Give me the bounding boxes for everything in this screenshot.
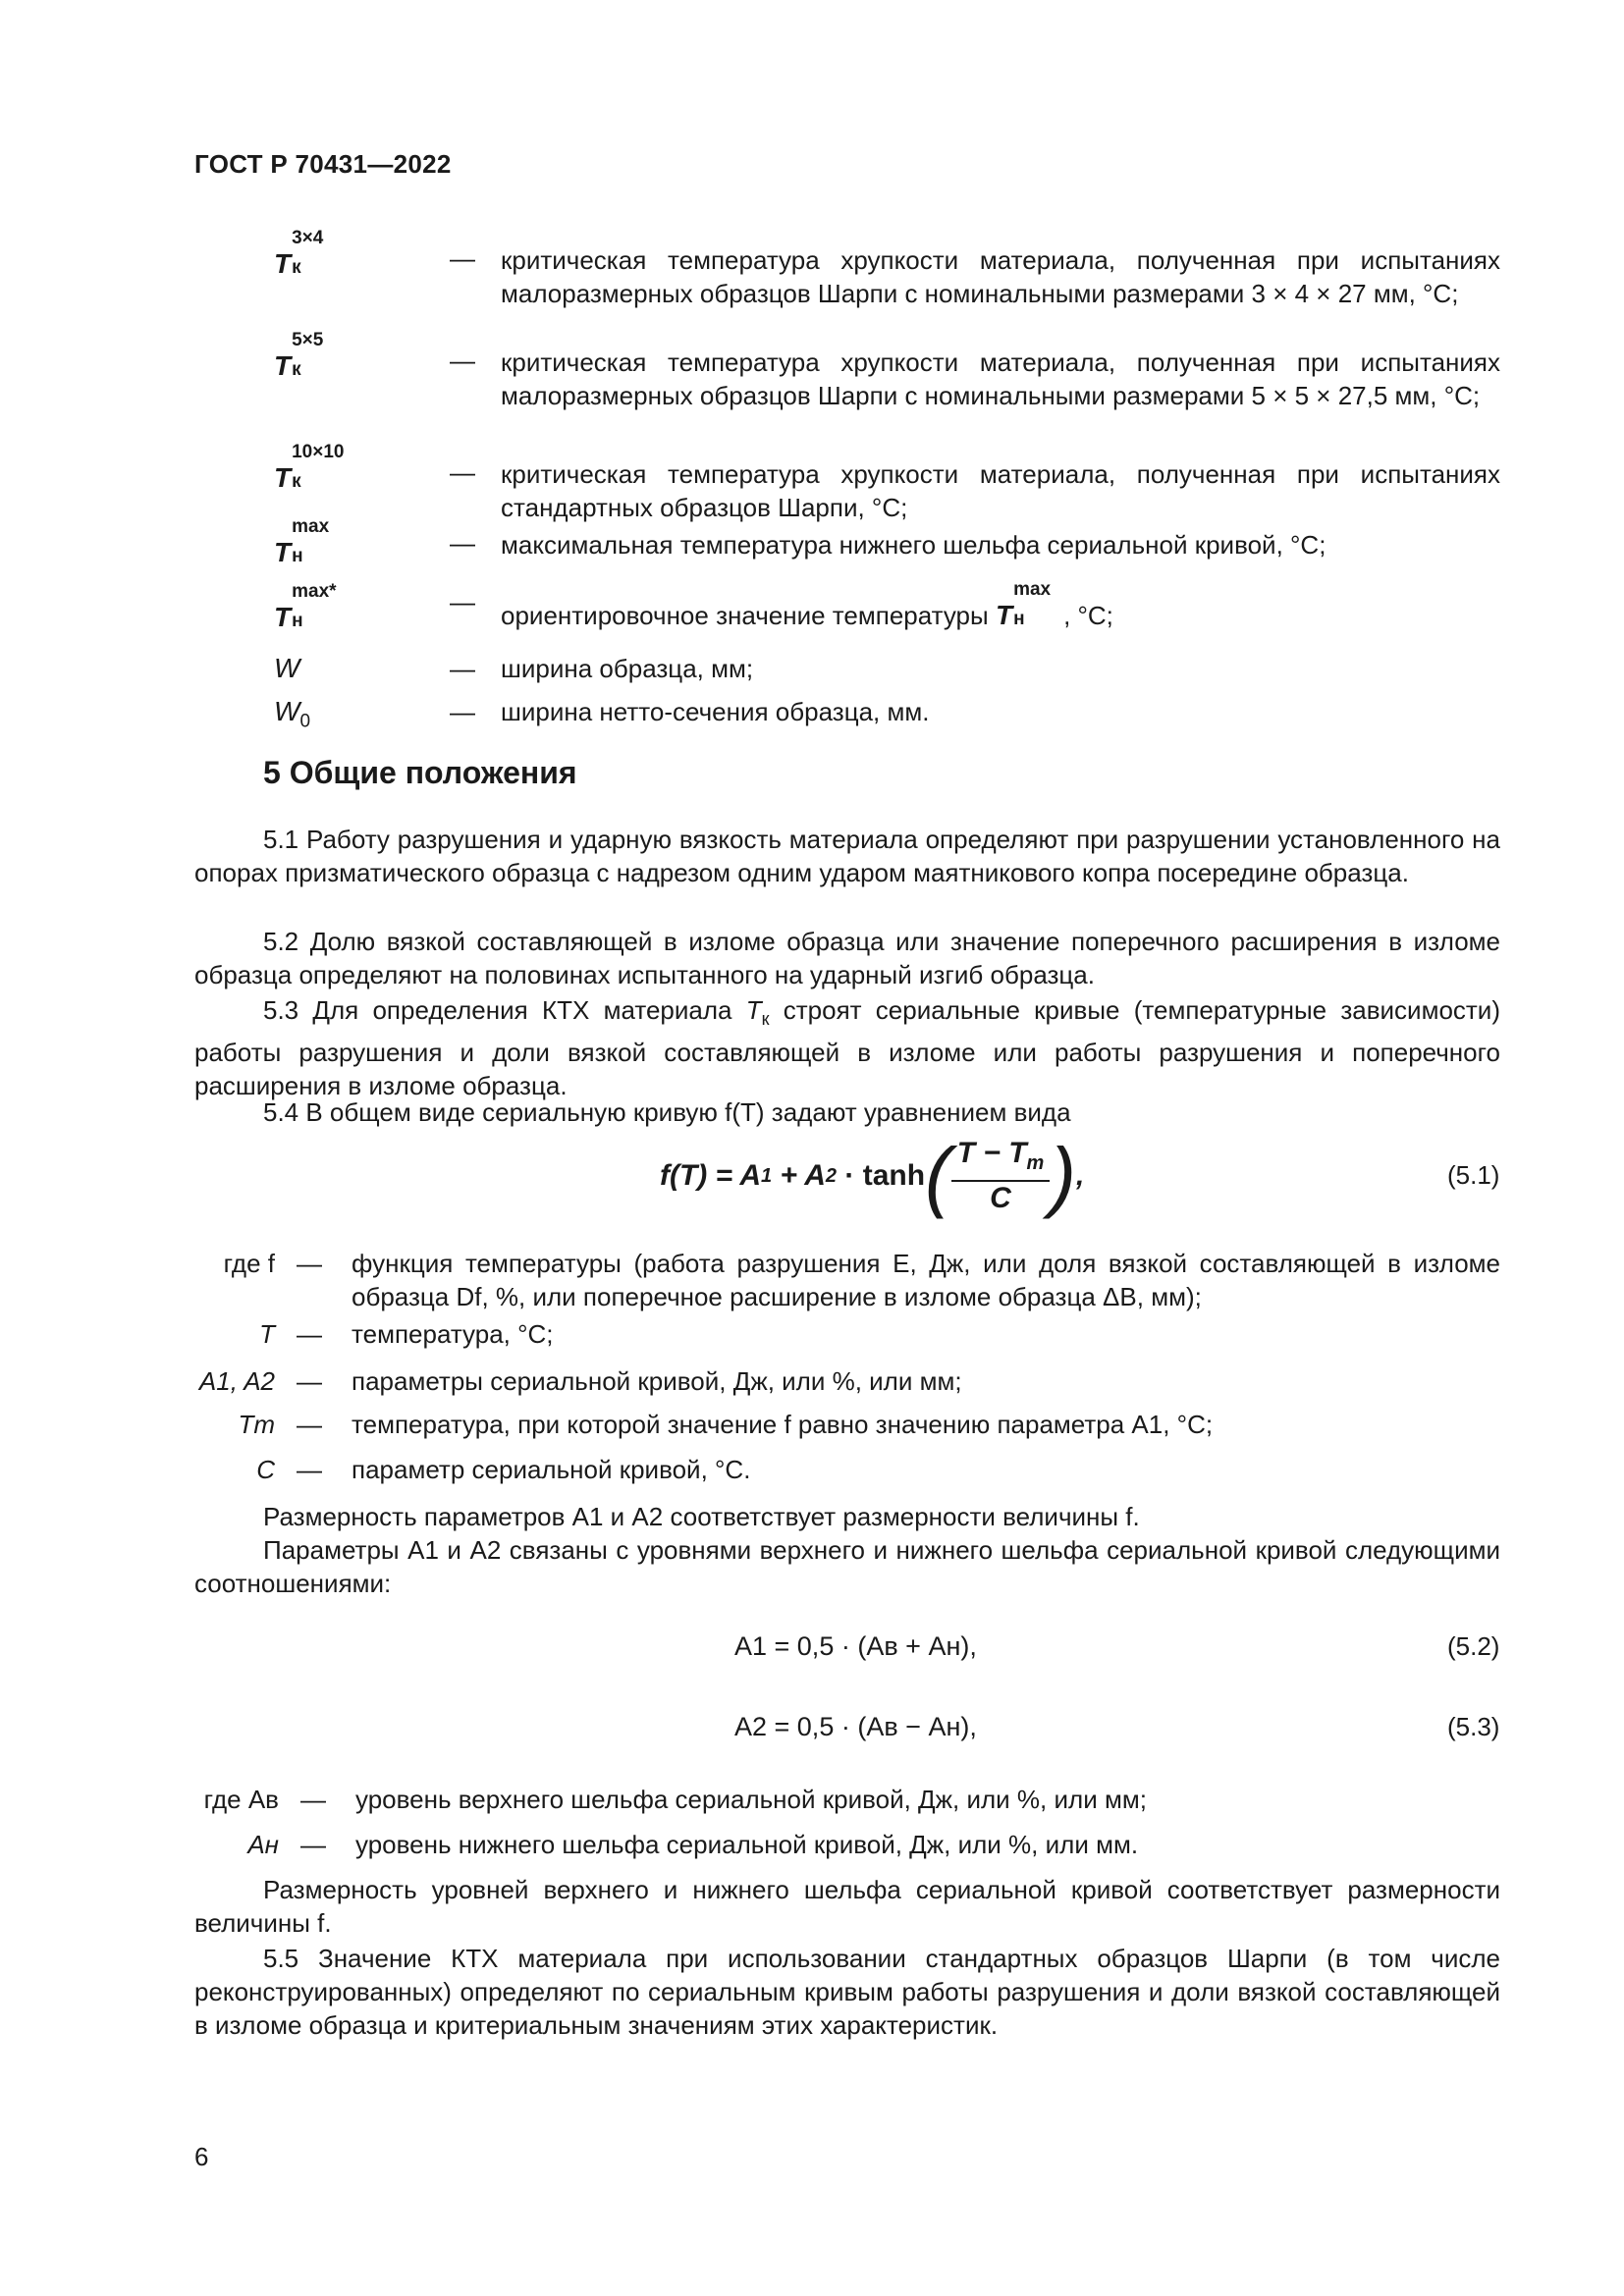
where-label-an: Aн [247,1830,279,1859]
document-header: ГОСТ Р 70431—2022 [194,149,452,179]
equation-5-2: A1 = 0,5 · (Aв + Aн), [734,1631,977,1661]
paragraph-5-3: 5.3 Для определения КТХ материала $T_к$ строят сериальные кривые (температурные зависимости) работы разрушения и доли вязкой составляющей в изломе или работы разрушения и поперечного расширения в изломе образца. [194,995,1500,1101]
where-label-c: C [256,1455,275,1484]
paragraph-5-4: 5.4 В общем виде сериальную кривую f(T) задают уравнением вида [263,1097,1071,1127]
dash: — [450,457,475,487]
dash: — [297,1319,322,1349]
paragraph-dimension-levels: Размерность уровней верхнего и нижнего шельфа сериальной кривой соответствует размерности величины f. [194,1875,1500,1938]
where-label-t: T [259,1319,275,1349]
dash: — [297,1455,322,1484]
where-def-c: параметр сериальной кривой, °С. [352,1455,751,1484]
dash: — [450,346,475,375]
symbol-tk-3x4: T 3×4 к [274,228,324,279]
dash: — [297,1366,322,1396]
where-label-av: где Aв [203,1785,279,1814]
definition-w: ширина образца, мм; [501,654,754,683]
definition-tk-3x4: критическая температура хрупкости материала, полученная при испытаниях малоразмерных образцов Шарпи с номинальными размерами 3 × 4 × 27 мм, °С; [501,245,1500,308]
where-def-t: температура, °С; [352,1319,554,1349]
dash: — [450,243,475,273]
dash: — [300,1785,326,1814]
dash: — [300,1830,326,1859]
dash: — [450,654,475,683]
paragraph-5-5: 5.5 Значение КТХ материала при использовании стандартных образцов Шарпи (в том числе реконструированных) определяют по сериальным кривым работы разрушения и доли вязкой составляющей в изломе образца и критериальным значениям этих характеристик. [194,1944,1500,2040]
equation-number-5-3: (5.3) [1447,1712,1500,1741]
where-def-tm: температура, при которой значение f равно значению параметра A1, °С; [352,1410,1214,1439]
symbol-w0: $W_0$ [274,696,311,732]
dash: — [297,1249,322,1278]
symbol-tn-max-star: T max* н [274,581,337,632]
where-label-tm: Tm [238,1410,275,1439]
equation-5-3: A2 = 0,5 · (Aв − Aн), [734,1712,977,1741]
symbol-w: W [274,653,300,683]
dash: — [450,697,475,726]
equation-5-1: f(T) = A1 + A2 · tanh( $\frac{T - T_m}{C}$ ), [660,1132,1085,1219]
where-label-f: где f [223,1249,275,1278]
section-title: 5 Общие положения [263,755,577,790]
where-def-a1-a2: параметры сериальной кривой, Дж, или %, или мм; [352,1366,962,1396]
paragraph-params-relation: Параметры A1 и A2 связаны с уровнями верхнего и нижнего шельфа сериальной кривой следующими соотношениями: [194,1535,1500,1598]
definition-tk-5x5: критическая температура хрупкости материала, полученная при испытаниях малоразмерных образцов Шарпи с номинальными размерами 5 × 5 × 27,5 мм, °С; [501,347,1500,410]
where-label-a1-a2: A1, A2 [198,1366,275,1396]
equation-number-5-1: (5.1) [1447,1160,1500,1190]
symbol-tk-5x5: T 5×5 к [274,330,324,381]
definition-w0: ширина нетто-сечения образца, мм. [501,697,930,726]
where-def-av: уровень верхнего шельфа сериальной кривой, Дж, или %, или мм; [355,1785,1147,1814]
definition-tn-max-star: ориентировочное значение температуры T max н , °С; [501,579,1113,630]
paragraph-5-2: 5.2 Долю вязкой составляющей в изломе образца или значение поперечного расширения в изломе образца определяют на половинах испытанного на ударный изгиб образца. [194,927,1500,989]
paragraph-dimension-params: Размерность параметров A1 и A2 соответствует размерности величины f. [263,1502,1140,1531]
dash: — [450,528,475,558]
page-number: 6 [194,2142,209,2171]
where-def-f: функция температуры (работа разрушения E, Дж, или доля вязкой составляющей в изломе образца Df, %, или поперечное расширение в изломе образца ΔB, мм); [352,1249,1500,1311]
symbol-tn-max: T max н [274,516,330,567]
where-def-an: уровень нижнего шельфа сериальной кривой, Дж, или %, или мм. [355,1830,1139,1859]
equation-number-5-2: (5.2) [1447,1631,1500,1661]
definition-tn-max: максимальная температура нижнего шельфа сериальной кривой, °С; [501,530,1326,560]
symbol-tk-10x10: T 10×10 к [274,442,345,493]
paragraph-5-1: 5.1 Работу разрушения и ударную вязкость материала определяют при разрушении установленного на опорах призматического образца с надрезом одним ударом маятникового копра посередине образца. [194,825,1500,887]
dash: — [450,587,475,616]
definition-tk-10x10: критическая температура хрупкости материала, полученная при испытаниях стандартных образцов Шарпи, °С; [501,459,1500,522]
dash: — [297,1410,322,1439]
